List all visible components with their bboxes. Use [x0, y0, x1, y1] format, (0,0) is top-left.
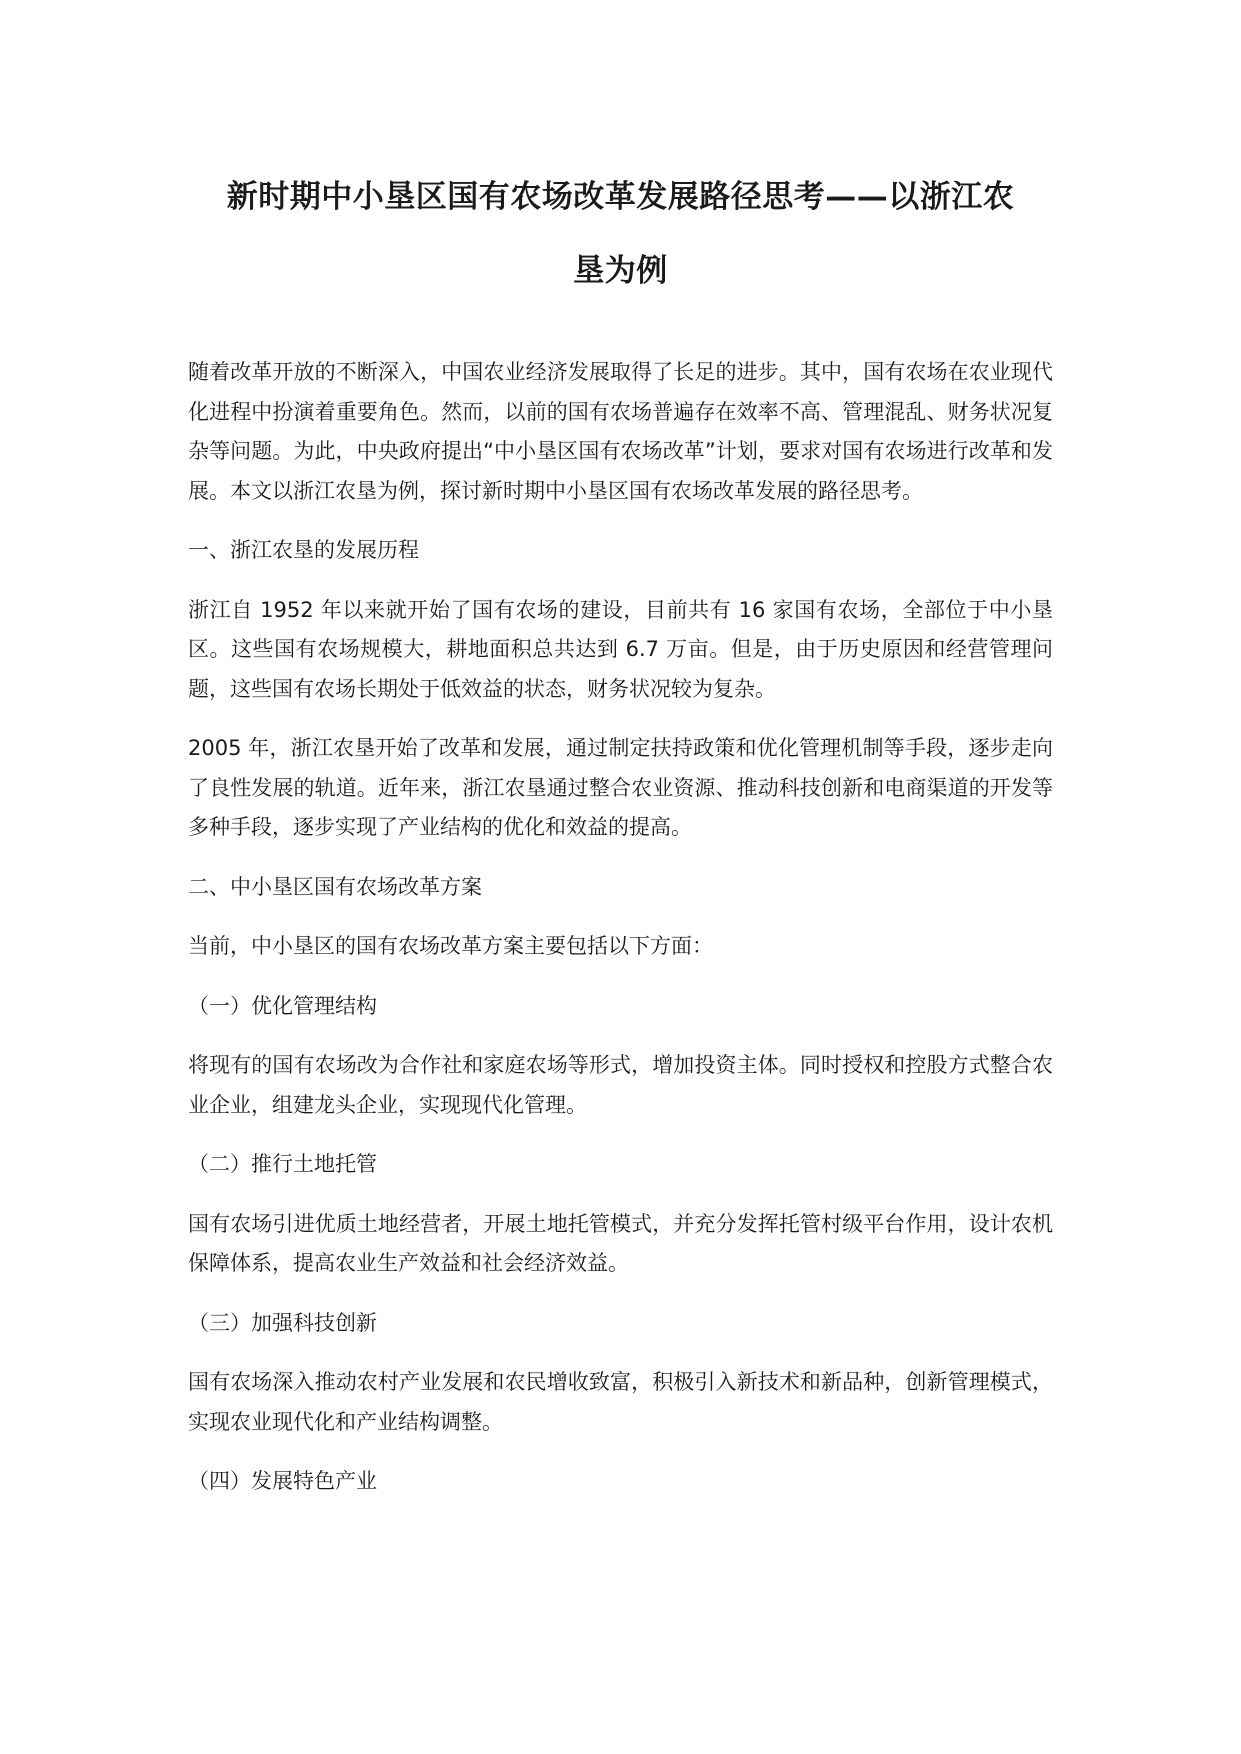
body-paragraph: 2005 年，浙江农垦开始了改革和发展，通过制定扶持政策和优化管理机制等手段，逐步走向了良性发展的轨道。近年来，浙江农垦通过整合农业资源、推动科技创新和电商渠道的开发等多种手段，逐步实现了产业结构的优化和效益的提高。 [188, 736, 1053, 839]
document-body [188, 353, 1053, 1522]
subsection-heading-2: （二）推行土地托管 [188, 1152, 377, 1176]
title-line-2: 垦为例 [573, 253, 668, 289]
section-heading-1: 一、浙江农垦的发展历程 [188, 538, 419, 562]
document-title [188, 160, 1053, 308]
body-paragraph: 国有农场引进优质土地经营者，开展土地托管模式，并充分发挥托管村级平台作用，设计农机保障体系，提高农业生产效益和社会经济效益。 [188, 1211, 1053, 1275]
body-paragraph: 浙江自 1952 年以来就开始了国有农场的建设，目前共有 16 家国有农场，全部位于中小垦区。这些国有农场规模大，耕地面积总共达到 6.7 万亩。但是，由于历史原因和经营管理问题，这些国有农场长期处于低效益的状态，财务状况较为复杂。 [188, 597, 1053, 701]
subsection-heading-3: （三）加强科技创新 [188, 1310, 377, 1335]
subsection-heading-4: （四）发展特色产业 [188, 1469, 377, 1493]
body-paragraph: 国有农场深入推动农村产业发展和农民增收致富，积极引入新技术和新品种，创新管理模式，实现农业现代化和产业结构调整。 [188, 1370, 1053, 1434]
subsection-heading-1: （一）优化管理结构 [188, 993, 377, 1018]
section-heading-2: 二、中小垦区国有农场改革方案 [188, 874, 482, 899]
title-line-1: 新时期中小垦区国有农场改革发展路径思考——以浙江农 [226, 179, 1015, 215]
intro-paragraph: 随着改革开放的不断深入，中国农业经济发展取得了长足的进步。其中，国有农场在农业现代化进程中扮演着重要角色。然而，以前的国有农场普遍存在效率不高、管理混乱、财务状况复杂等问题。为此，中央政府提出“中小垦区国有农场改革”计划，要求对国有农场进行改革和发展。本文以浙江农垦为例，探讨新时期中小垦区国有农场改革发展的路径思考。 [188, 360, 1053, 503]
body-paragraph: 当前，中小垦区的国有农场改革方案主要包括以下方面： [188, 934, 713, 958]
body-paragraph: 将现有的国有农场改为合作社和家庭农场等形式，增加投资主体。同时授权和控股方式整合农业企业，组建龙头企业，实现现代化管理。 [188, 1053, 1053, 1117]
